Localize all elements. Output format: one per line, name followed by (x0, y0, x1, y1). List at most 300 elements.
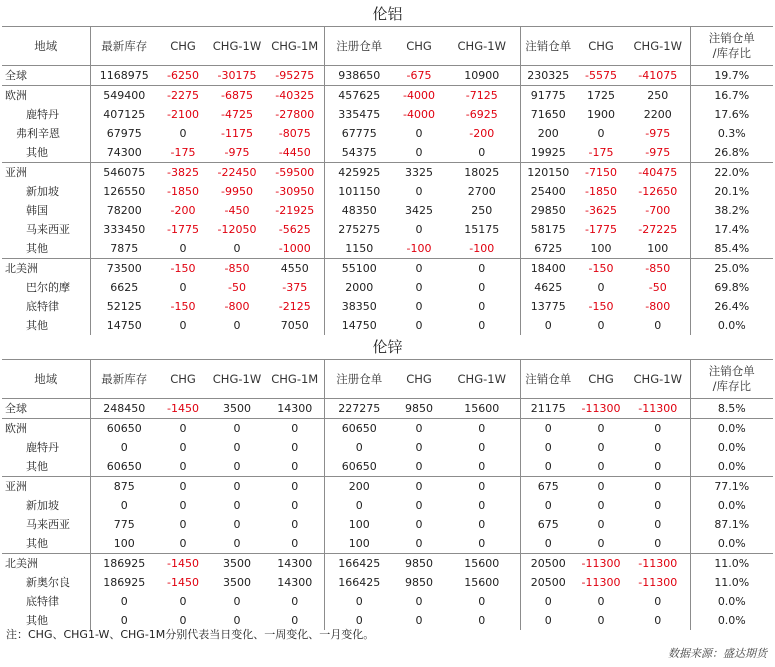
column-header: 注册仓单 (324, 27, 394, 66)
data-cell: 0 (597, 614, 605, 627)
data-cell: 13775 (520, 297, 576, 316)
data-cell: 0 (597, 127, 605, 140)
data-cell: 54375 (324, 143, 394, 163)
data-cell: 0 (291, 537, 299, 550)
inventory-table (2, 2, 773, 630)
data-cell: 0 (478, 300, 486, 313)
data-cell: 91775 (520, 86, 576, 106)
column-header: CHG-1W (626, 360, 690, 399)
region-name: 其他 (26, 242, 48, 255)
table-row (2, 592, 773, 611)
data-cell: -11300 (576, 554, 626, 574)
data-cell: 14300 (266, 399, 324, 419)
data-cell: 0.0% (690, 534, 773, 554)
data-cell: 20500 (520, 554, 576, 574)
data-cell: 0 (415, 441, 423, 454)
data-cell: 0 (179, 319, 187, 332)
data-cell: -11300 (576, 399, 626, 419)
data-cell: 0 (478, 537, 486, 550)
data-cell: 9850 (394, 554, 444, 574)
data-cell: -11300 (581, 576, 621, 589)
column-header: CHG-1M (266, 27, 324, 66)
section-title: 伦锌 (2, 335, 773, 360)
column-header: 最新库存 (90, 360, 158, 399)
region-name: 新加坡 (26, 185, 59, 198)
data-cell: 0 (324, 496, 394, 515)
data-cell: 0 (597, 518, 605, 531)
table-row (2, 534, 773, 554)
data-cell: -800 (224, 300, 250, 313)
data-cell: 8.5% (690, 399, 773, 419)
data-cell: -2275 (158, 86, 208, 106)
data-cell: 0 (415, 185, 423, 198)
data-cell: 11.0% (690, 573, 773, 592)
data-cell: 0 (654, 614, 662, 627)
data-cell: -375 (282, 281, 308, 294)
region-name: 亚洲 (2, 163, 90, 183)
data-cell: -1450 (158, 554, 208, 574)
region-name: 底特律 (26, 595, 59, 608)
data-cell: 15600 (444, 399, 520, 419)
column-header: 注销仓单 (520, 360, 576, 399)
data-cell: 0.0% (690, 496, 773, 515)
data-cell: -8075 (278, 127, 311, 140)
section-title-row (2, 335, 773, 360)
data-cell: 0 (520, 316, 576, 335)
column-header: CHG (576, 27, 626, 66)
data-cell: 0 (158, 419, 208, 439)
data-cell: 20.1% (690, 182, 773, 201)
table-row (2, 86, 773, 106)
data-cell: 0 (444, 477, 520, 497)
table-row (2, 457, 773, 477)
data-cell: 0 (179, 441, 187, 454)
data-cell: 875 (90, 477, 158, 497)
column-header: CHG (158, 360, 208, 399)
table-row (2, 239, 773, 259)
data-cell: 60650 (90, 419, 158, 439)
column-header: CHG-1W (444, 27, 520, 66)
data-cell: 26.4% (690, 297, 773, 316)
data-cell: 0 (654, 319, 662, 332)
data-cell: 0 (654, 537, 662, 550)
column-header-line: 注销仓单 (708, 31, 755, 45)
region-name: 欧洲 (2, 86, 90, 106)
data-cell: 25400 (520, 182, 576, 201)
data-cell: 0 (520, 534, 576, 554)
data-cell: -6875 (208, 86, 266, 106)
column-header: 注销仓单 (520, 27, 576, 66)
column-header-line: /库存比 (712, 379, 751, 393)
table-row (2, 182, 773, 201)
data-cell: 0 (90, 438, 158, 457)
data-cell: 0 (394, 259, 444, 279)
column-header: CHG-1W (208, 27, 266, 66)
data-cell: 0 (90, 592, 158, 611)
data-cell: 0 (520, 611, 576, 630)
data-cell: 0 (90, 611, 158, 630)
data-cell: 0 (291, 595, 299, 608)
data-cell: 67975 (90, 124, 158, 143)
data-cell: 11.0% (690, 554, 773, 574)
column-header: CHG (158, 27, 208, 66)
data-cell: -59500 (266, 163, 324, 183)
region-name: 其他 (26, 319, 48, 332)
data-cell: 775 (90, 515, 158, 534)
table-row (2, 220, 773, 239)
data-cell: 0 (415, 614, 423, 627)
data-cell: 0 (291, 614, 299, 627)
data-cell: 0 (597, 319, 605, 332)
data-cell: 126550 (90, 182, 158, 201)
data-cell: -2100 (167, 108, 199, 121)
data-cell: 4625 (520, 278, 576, 297)
data-cell: 3500 (208, 554, 266, 574)
data-cell: 0 (654, 460, 662, 473)
section-title: 伦铝 (2, 2, 773, 27)
data-cell: 0 (520, 438, 576, 457)
data-cell: 0 (478, 441, 486, 454)
data-cell: 227275 (324, 399, 394, 419)
data-cell: -11300 (626, 399, 690, 419)
data-cell: -1450 (158, 399, 208, 419)
header-row (2, 27, 773, 66)
data-cell: -4725 (221, 108, 253, 121)
data-cell: 15600 (444, 554, 520, 574)
data-cell: 0 (179, 499, 187, 512)
data-cell: 0 (444, 419, 520, 439)
data-cell: 14300 (277, 576, 313, 589)
region-name: 其他 (26, 537, 48, 550)
data-cell: 19.7% (690, 66, 773, 86)
data-cell: 0 (415, 223, 423, 236)
table-row (2, 124, 773, 143)
data-cell: 0 (478, 614, 486, 627)
column-header: CHG (394, 27, 444, 66)
data-cell: 0 (179, 281, 187, 294)
data-cell: 0 (394, 419, 444, 439)
table-row (2, 316, 773, 335)
data-cell: -850 (626, 259, 690, 279)
data-cell: -100 (469, 242, 495, 255)
data-cell: 0 (478, 319, 486, 332)
data-cell: 0 (478, 595, 486, 608)
data-cell: -4000 (394, 86, 444, 106)
column-header: 最新库存 (90, 27, 158, 66)
data-cell: 0 (415, 595, 423, 608)
data-cell: 0 (478, 518, 486, 531)
data-cell: 938650 (324, 66, 394, 86)
data-cell: 15600 (464, 576, 500, 589)
region-name: 新奥尔良 (26, 576, 70, 589)
data-cell: 549400 (90, 86, 158, 106)
column-header: CHG (576, 360, 626, 399)
table-row (2, 66, 773, 86)
data-cell: 250 (471, 204, 493, 217)
table-row (2, 105, 773, 124)
data-cell: 0.0% (690, 611, 773, 630)
data-cell: 10900 (444, 66, 520, 86)
data-cell: -7125 (444, 86, 520, 106)
column-header: 地域 (2, 27, 90, 66)
region-name: 鹿特丹 (26, 108, 59, 121)
data-cell: 0 (597, 281, 605, 294)
column-header: 地域 (2, 360, 90, 399)
data-cell: 0 (415, 499, 423, 512)
data-cell: 3500 (223, 576, 251, 589)
data-cell: -700 (645, 204, 671, 217)
data-cell: 77.1% (690, 477, 773, 497)
region-name: 鹿特丹 (26, 441, 59, 454)
table-body (2, 2, 773, 630)
data-cell: 73500 (90, 259, 158, 279)
table-row (2, 399, 773, 419)
data-cell: -975 (645, 127, 671, 140)
region-name: 其他 (26, 614, 48, 627)
data-cell: -5625 (278, 223, 311, 236)
data-cell: 19925 (520, 143, 576, 163)
data-cell: -9950 (221, 185, 253, 198)
table-row (2, 163, 773, 183)
table-row (2, 477, 773, 497)
data-cell: 0 (394, 477, 444, 497)
table-row (2, 259, 773, 279)
data-cell: 7875 (90, 239, 158, 259)
data-cell: 60650 (324, 419, 394, 439)
table-row (2, 554, 773, 574)
data-cell: 0 (415, 518, 423, 531)
data-cell: 18400 (520, 259, 576, 279)
data-cell: -1775 (167, 223, 199, 236)
data-cell: 0 (158, 477, 208, 497)
data-cell: 3500 (208, 399, 266, 419)
data-cell: 15175 (464, 223, 500, 236)
data-cell: 69.8% (690, 278, 773, 297)
data-cell: 14750 (324, 316, 394, 335)
data-cell: 166425 (324, 554, 394, 574)
data-cell: 0 (654, 595, 662, 608)
data-cell: 0 (233, 441, 241, 454)
data-cell: -450 (224, 204, 250, 217)
data-cell: -800 (645, 300, 671, 313)
table-row (2, 515, 773, 534)
data-cell: 0 (478, 499, 486, 512)
data-cell: 0 (266, 477, 324, 497)
data-cell: 6725 (520, 239, 576, 259)
data-cell: -175 (588, 146, 614, 159)
data-cell: -21925 (275, 204, 315, 217)
data-cell: 0 (324, 611, 394, 630)
data-cell: 0 (520, 457, 576, 477)
data-cell: 0 (576, 477, 626, 497)
data-cell: 0 (626, 419, 690, 439)
data-cell: 0 (233, 614, 241, 627)
data-cell: 0 (233, 242, 241, 255)
data-cell: 0 (324, 592, 394, 611)
column-header: CHG-1W (626, 27, 690, 66)
data-cell: 0 (233, 460, 241, 473)
header-row (2, 360, 773, 399)
data-cell: 0 (179, 537, 187, 550)
data-cell: -30950 (275, 185, 315, 198)
data-cell: 100 (90, 534, 158, 554)
data-cell: 17.6% (690, 105, 773, 124)
region-name: 北美洲 (2, 554, 90, 574)
data-cell: 120150 (520, 163, 576, 183)
table-row (2, 496, 773, 515)
data-cell: 333450 (90, 220, 158, 239)
data-cell: -675 (394, 66, 444, 86)
data-cell: 0 (233, 537, 241, 550)
data-cell: 0 (179, 460, 187, 473)
data-cell: -150 (576, 259, 626, 279)
data-cell: 0 (415, 146, 423, 159)
data-cell: 0.3% (690, 124, 773, 143)
data-cell: -150 (170, 300, 196, 313)
data-cell: -30175 (208, 66, 266, 86)
data-cell: 4550 (266, 259, 324, 279)
data-cell: -95275 (266, 66, 324, 86)
data-cell: 2200 (643, 108, 672, 121)
data-cell: 2000 (324, 278, 394, 297)
data-cell: -2125 (278, 300, 311, 313)
data-cell: -3625 (585, 204, 617, 217)
column-header: CHG (394, 360, 444, 399)
region-name: 马来西亚 (26, 518, 70, 531)
data-cell: 17.4% (690, 220, 773, 239)
data-cell: 407125 (90, 105, 158, 124)
data-cell: -200 (170, 204, 196, 217)
data-cell: 100 (647, 242, 669, 255)
column-header: CHG-1W (208, 360, 266, 399)
data-cell: 58175 (520, 220, 576, 239)
data-cell: 0 (415, 319, 423, 332)
region-name: 全球 (2, 399, 90, 419)
data-cell: 0.0% (690, 592, 773, 611)
table-row (2, 297, 773, 316)
data-cell: 1168975 (90, 66, 158, 86)
data-cell: -150 (588, 300, 614, 313)
data-cell: 38.2% (690, 201, 773, 220)
data-cell: 100 (324, 515, 394, 534)
data-cell: 0 (179, 614, 187, 627)
data-cell: 186925 (90, 573, 158, 592)
data-cell: 67775 (324, 124, 394, 143)
data-cell: -5575 (576, 66, 626, 86)
data-cell: -11300 (626, 554, 690, 574)
data-cell: -4450 (278, 146, 311, 159)
table-row (2, 143, 773, 163)
data-cell: -200 (469, 127, 495, 140)
region-name: 新加坡 (26, 499, 59, 512)
data-cell: 52125 (90, 297, 158, 316)
data-cell: 0 (597, 441, 605, 454)
data-cell: -12050 (217, 223, 257, 236)
data-cell: -6250 (158, 66, 208, 86)
data-cell: -6925 (465, 108, 498, 121)
column-header: 注册仓单 (324, 360, 394, 399)
data-cell: 0 (233, 595, 241, 608)
data-cell: 675 (520, 515, 576, 534)
data-cell: 0 (233, 518, 241, 531)
data-cell: -1850 (585, 185, 617, 198)
data-cell: 16.7% (690, 86, 773, 106)
region-name: 底特律 (26, 300, 59, 313)
data-cell: 0 (597, 537, 605, 550)
inventory-report (2, 2, 773, 660)
data-cell: 0 (520, 496, 576, 515)
data-cell: 186925 (90, 554, 158, 574)
data-cell: 0 (324, 438, 394, 457)
data-cell: 21175 (520, 399, 576, 419)
region-name: 其他 (26, 460, 48, 473)
data-cell: 38350 (324, 297, 394, 316)
data-cell: 0 (626, 477, 690, 497)
data-cell: 18025 (444, 163, 520, 183)
data-cell: 0 (179, 127, 187, 140)
data-cell: 0 (291, 441, 299, 454)
table-row (2, 201, 773, 220)
data-source: 数据来源：盛达期货 (668, 647, 767, 660)
data-cell: 1725 (576, 86, 626, 106)
data-cell: -1850 (167, 185, 199, 198)
data-cell: 26.8% (690, 143, 773, 163)
data-cell: 675 (520, 477, 576, 497)
data-cell: 1150 (324, 239, 394, 259)
data-cell: -975 (224, 146, 250, 159)
data-cell: -1175 (221, 127, 253, 140)
data-cell: 0 (478, 460, 486, 473)
data-cell: 20500 (520, 573, 576, 592)
data-cell: 0 (208, 419, 266, 439)
data-cell: -3825 (158, 163, 208, 183)
column-header (690, 27, 773, 66)
data-cell: 0.0% (690, 316, 773, 335)
region-name: 弗利辛恩 (16, 127, 60, 140)
data-cell: 101150 (324, 182, 394, 201)
region-name: 欧洲 (2, 419, 90, 439)
data-cell: 275275 (324, 220, 394, 239)
data-cell: 0 (654, 518, 662, 531)
data-cell: 250 (626, 86, 690, 106)
data-cell: 0 (179, 595, 187, 608)
data-cell: 0 (179, 242, 187, 255)
data-cell: -7150 (576, 163, 626, 183)
data-cell: 55100 (324, 259, 394, 279)
region-name: 巴尔的摩 (26, 281, 70, 294)
region-name: 韩国 (26, 204, 48, 217)
data-cell: 25.0% (690, 259, 773, 279)
data-cell: 14750 (90, 316, 158, 335)
data-cell: 0 (597, 595, 605, 608)
data-cell: 230325 (520, 66, 576, 86)
data-cell: -975 (645, 146, 671, 159)
data-cell: 248450 (90, 399, 158, 419)
data-cell: -27800 (275, 108, 315, 121)
data-cell: 0 (291, 460, 299, 473)
data-cell: 0 (597, 460, 605, 473)
data-cell: 166425 (324, 573, 394, 592)
data-cell: 71650 (520, 105, 576, 124)
data-cell: -50 (648, 281, 667, 294)
data-cell: -50 (228, 281, 246, 294)
column-header-line: /库存比 (712, 46, 751, 60)
data-cell: 78200 (90, 201, 158, 220)
data-cell: -100 (406, 242, 432, 255)
data-cell: -22450 (208, 163, 266, 183)
data-cell: 0 (266, 419, 324, 439)
data-cell: 0 (444, 259, 520, 279)
